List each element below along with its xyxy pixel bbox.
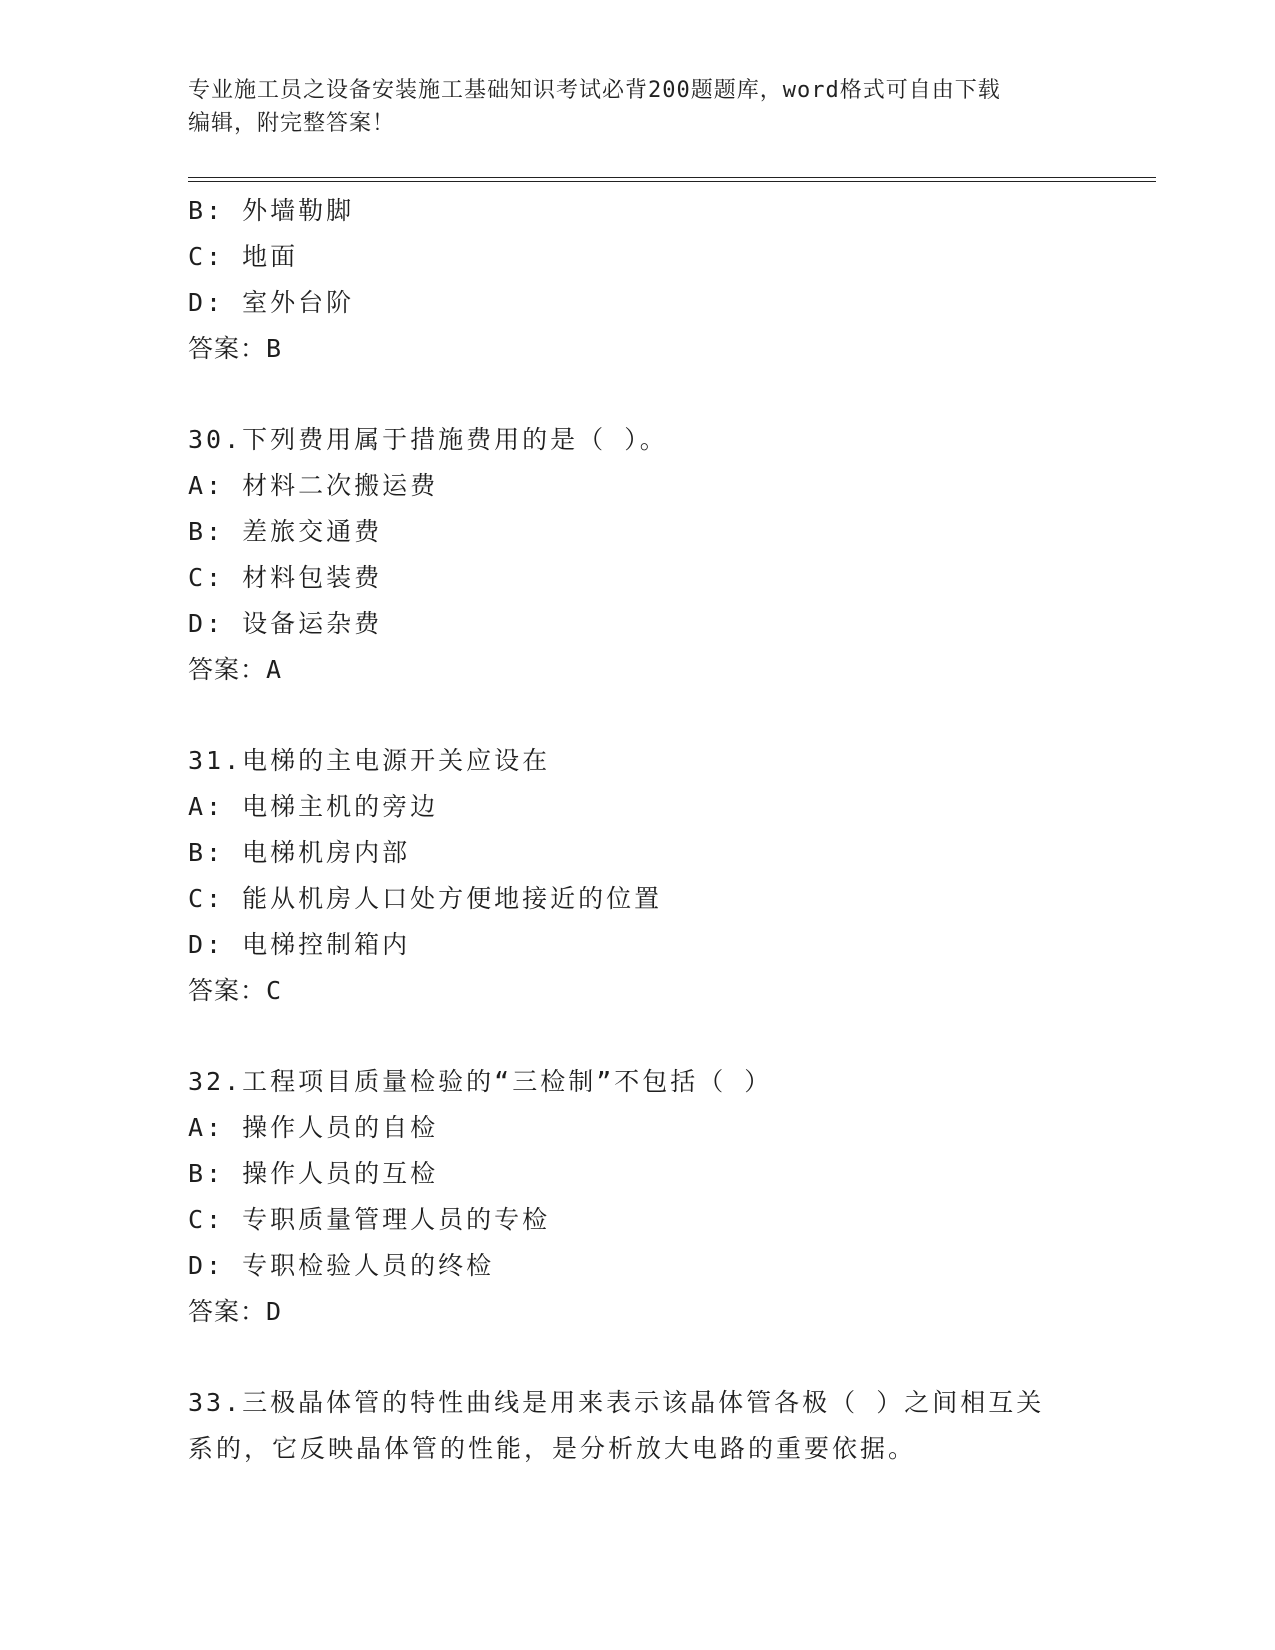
option-d bbox=[188, 280, 1088, 326]
question-stem: 30.下列费用属于措施费用的是（ ）。 bbox=[188, 425, 668, 454]
option-b bbox=[188, 509, 1088, 555]
answer-line bbox=[188, 326, 1088, 372]
option-letter: A: bbox=[188, 471, 225, 500]
option-letter: B: bbox=[188, 196, 225, 225]
option-a bbox=[188, 784, 1088, 830]
question-30 bbox=[188, 417, 1088, 693]
option-text: 差旅交通费 bbox=[242, 517, 383, 546]
option-c bbox=[188, 555, 1088, 601]
answer-label: 答案： bbox=[188, 334, 267, 363]
option-d bbox=[188, 922, 1088, 968]
option-text: 电梯机房内部 bbox=[242, 838, 411, 867]
question-stem-line-1: 33.三极晶体管的特性曲线是用来表示该晶体管各极（ ）之间相互关 bbox=[188, 1388, 1045, 1417]
option-text: 能从机房人口处方便地接近的位置 bbox=[242, 884, 663, 913]
answer-line bbox=[188, 968, 1088, 1014]
option-c bbox=[188, 234, 1088, 280]
option-b bbox=[188, 188, 1088, 234]
answer-line bbox=[188, 647, 1088, 693]
option-a bbox=[188, 1105, 1088, 1151]
question-partial bbox=[188, 188, 1088, 372]
header-title-line-2: 编辑，附完整答案！ bbox=[188, 111, 396, 136]
option-letter: B: bbox=[188, 838, 225, 867]
answer-value: C bbox=[266, 976, 283, 1005]
question-33 bbox=[188, 1380, 1088, 1472]
option-letter: D: bbox=[188, 1251, 225, 1280]
option-letter: A: bbox=[188, 1113, 225, 1142]
option-text: 操作人员的自检 bbox=[242, 1113, 439, 1142]
answer-value: B bbox=[266, 334, 283, 363]
header-title-line-1: 专业施工员之设备安装施工基础知识考试必背200题题库，word格式可自由下载 bbox=[188, 78, 1001, 103]
option-text: 专职检验人员的终检 bbox=[242, 1251, 495, 1280]
option-letter: C: bbox=[188, 242, 225, 271]
option-text: 电梯主机的旁边 bbox=[242, 792, 439, 821]
option-letter: B: bbox=[188, 517, 225, 546]
option-letter: A: bbox=[188, 792, 225, 821]
answer-label: 答案： bbox=[188, 655, 267, 684]
option-b bbox=[188, 1151, 1088, 1197]
option-letter: C: bbox=[188, 1205, 225, 1234]
option-letter: B: bbox=[188, 1159, 225, 1188]
option-text: 材料包装费 bbox=[242, 563, 383, 592]
answer-line bbox=[188, 1289, 1088, 1335]
option-letter: C: bbox=[188, 884, 225, 913]
option-a bbox=[188, 463, 1088, 509]
document-header bbox=[188, 74, 1068, 140]
option-letter: D: bbox=[188, 609, 225, 638]
option-letter: D: bbox=[188, 288, 225, 317]
option-text: 外墙勒脚 bbox=[242, 196, 355, 225]
option-d bbox=[188, 601, 1088, 647]
option-text: 专职质量管理人员的专检 bbox=[242, 1205, 551, 1234]
option-b bbox=[188, 830, 1088, 876]
question-stem: 31.电梯的主电源开关应设在 bbox=[188, 746, 551, 775]
answer-value: A bbox=[266, 655, 283, 684]
answer-label: 答案： bbox=[188, 1297, 267, 1326]
question-31 bbox=[188, 738, 1088, 1014]
option-d bbox=[188, 1243, 1088, 1289]
option-c bbox=[188, 1197, 1088, 1243]
option-text: 地面 bbox=[242, 242, 299, 271]
option-c bbox=[188, 876, 1088, 922]
option-text: 室外台阶 bbox=[242, 288, 355, 317]
question-stem-line-2: 系的，它反映晶体管的性能，是分析放大电路的重要依据。 bbox=[188, 1434, 917, 1463]
option-text: 材料二次搬运费 bbox=[242, 471, 439, 500]
option-letter: D: bbox=[188, 930, 225, 959]
answer-value: D bbox=[266, 1297, 283, 1326]
option-text: 操作人员的互检 bbox=[242, 1159, 439, 1188]
answer-label: 答案： bbox=[188, 976, 267, 1005]
option-text: 设备运杂费 bbox=[242, 609, 383, 638]
question-stem: 32.工程项目质量检验的“三检制”不包括（ ） bbox=[188, 1067, 773, 1096]
option-letter: C: bbox=[188, 563, 225, 592]
question-list bbox=[188, 188, 1088, 1472]
option-text: 电梯控制箱内 bbox=[242, 930, 411, 959]
header-divider-bottom bbox=[188, 181, 1156, 182]
header-divider-top bbox=[188, 177, 1156, 178]
question-32 bbox=[188, 1059, 1088, 1335]
